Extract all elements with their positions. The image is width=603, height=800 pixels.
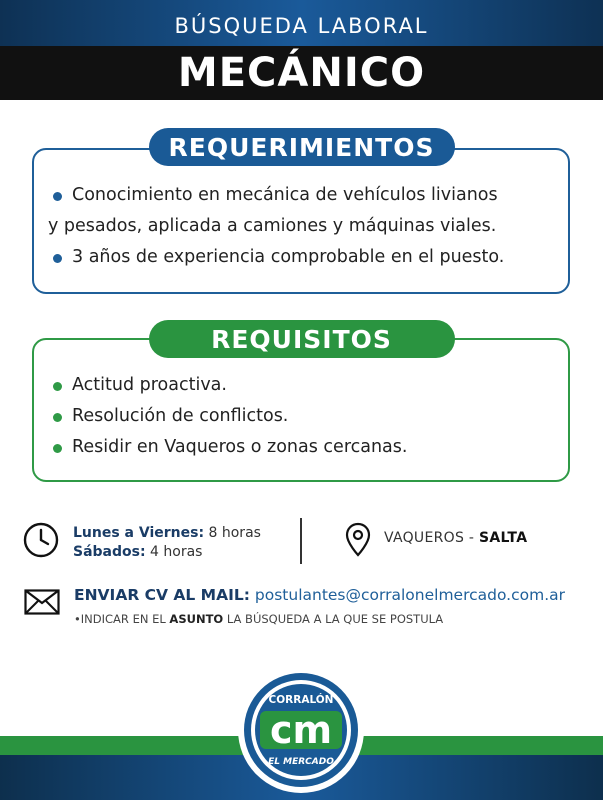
bullet-icon xyxy=(53,444,62,453)
divider xyxy=(300,518,302,564)
location-pin-icon xyxy=(345,522,371,558)
clock-icon xyxy=(22,521,60,559)
list-item: y pesados, aplicada a camiones y máquinas viales. xyxy=(48,216,497,236)
list-item: Resolución de conflictos. xyxy=(48,401,568,432)
mail-icon xyxy=(24,589,60,615)
contact-line xyxy=(74,586,565,604)
bullet-icon xyxy=(53,254,62,263)
schedule-weekdays: Lunes a Viernes: 8 horas xyxy=(73,525,261,541)
requerimientos-list xyxy=(48,180,568,273)
svg-text:cm: cm xyxy=(269,708,333,752)
list-item: Actitud proactiva. xyxy=(48,370,568,401)
bullet-icon xyxy=(53,382,62,391)
corralon-el-mercado-logo xyxy=(236,665,366,795)
svg-text:EL MERCADO: EL MERCADO xyxy=(268,757,334,767)
requerimientos-heading: REQUERIMIENTOS xyxy=(149,128,455,166)
contact-email-link[interactable]: postulantes@corralonelmercado.com.ar xyxy=(254,586,566,604)
contact-note: •INDICAR EN EL ASUNTO LA BÚSQUEDA A LA QUE SE POSTULA xyxy=(74,612,444,626)
list-item: 3 años de experiencia comprobable en el puesto. xyxy=(48,242,568,273)
schedule-text xyxy=(73,524,261,562)
contact-label: ENVIAR CV AL MAIL: xyxy=(74,586,250,604)
svg-text:CORRALÓN: CORRALÓN xyxy=(268,694,334,706)
list-item: Conocimiento en mecánica de vehículos livianos xyxy=(48,180,568,211)
requisitos-heading: REQUISITOS xyxy=(149,320,455,358)
schedule-saturday: Sábados: 4 horas xyxy=(73,544,203,560)
list-item: Residir en Vaqueros o zonas cercanas. xyxy=(48,432,568,463)
bullet-icon xyxy=(53,192,62,201)
header-kicker: BÚSQUEDA LABORAL xyxy=(174,14,429,38)
requisitos-list xyxy=(48,370,568,463)
location-text: VAQUEROS - SALTA xyxy=(384,530,528,546)
page-title: MECÁNICO xyxy=(177,50,426,96)
bullet-icon xyxy=(53,413,62,422)
